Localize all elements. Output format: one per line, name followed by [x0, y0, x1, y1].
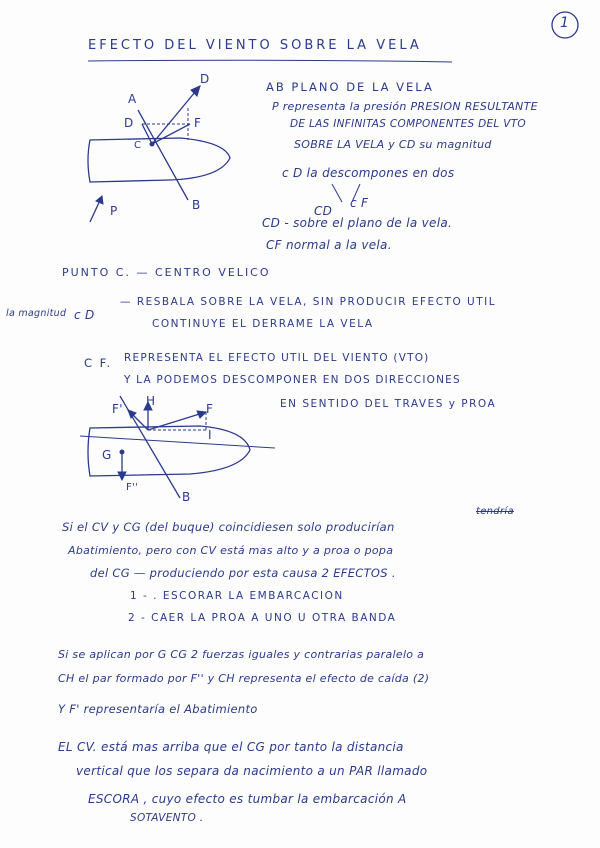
- sail-diagram-1: [60, 70, 260, 230]
- legend-cf-normal: CF normal a la vela.: [266, 238, 392, 252]
- legend-p-3: SOBRE LA VELA y CD su magnitud: [294, 138, 492, 151]
- label-f-2: F: [206, 402, 214, 416]
- label-d-left: D: [124, 116, 134, 130]
- effect-2: 2 - CAER LA PROA A UNO U OTRA BANDA: [128, 612, 397, 624]
- punto-c-line: PUNTO C. — CENTRO VELICO: [62, 266, 271, 279]
- label-i: I: [208, 428, 212, 442]
- label-c: C: [134, 140, 142, 151]
- wind-d-arrow: [152, 86, 200, 144]
- p1-tendria: tendría: [476, 506, 514, 517]
- p1-line-3: del CG — produciendo por esta causa 2 EFECTOS .: [90, 566, 396, 580]
- label-a: A: [128, 92, 137, 106]
- page-number: 1: [560, 15, 570, 31]
- decomp-cd: CD: [314, 204, 333, 218]
- cf-line-2: Y LA PODEMOS DESCOMPONER EN DOS DIRECCIONES: [124, 374, 461, 386]
- cd-note-label: c D: [74, 308, 95, 322]
- hull-shape-2: [88, 426, 250, 476]
- title-underline: [86, 58, 456, 64]
- force-f-arrow: [148, 412, 206, 430]
- label-h: H: [146, 394, 156, 408]
- cd-note-side: la magnitud: [6, 308, 67, 319]
- label-f-prime: F': [112, 402, 123, 416]
- legend-p-2: DE LAS INFINITAS COMPONENTES DEL VTO: [290, 118, 526, 130]
- label-b-2: B: [182, 490, 191, 504]
- p2-line-2: CH el par formado por F'' y CH representa el efecto de caída (2): [58, 672, 430, 685]
- p3-line-3: ESCORA , cuyo efecto es tumbar la embarcación A: [88, 792, 407, 806]
- label-f-second: F'': [126, 482, 139, 493]
- legend-cd-sobre: CD - sobre el plano de la vela.: [262, 216, 453, 230]
- page-title: EFECTO DEL VIENTO SOBRE LA VELA: [88, 38, 422, 53]
- p3-line-1: EL CV. está mas arriba que el CG por tanto la distancia: [58, 740, 404, 754]
- label-d-top: D: [200, 72, 210, 86]
- normal-cf-line: [152, 124, 190, 144]
- label-f: F: [194, 116, 202, 130]
- effect-1: 1 - . ESCORAR LA EMBARCACION: [130, 590, 344, 602]
- p2-line-1: Si se aplican por G CG 2 fuerzas iguales y contrarias paralelo a: [58, 648, 425, 661]
- p3-line-2: vertical que los separa da nacimiento a un PAR llamado: [76, 764, 428, 778]
- cf-line-3: EN SENTIDO DEL TRAVES y PROA: [280, 398, 497, 410]
- cf-label: C F.: [84, 356, 113, 370]
- decomp-cf: c F: [350, 196, 369, 210]
- p1-line-1: Si el CV y CG (del buque) coincidiesen solo producirían: [62, 520, 395, 534]
- p2-line-3: Y F' representaría el Abatimiento: [58, 702, 258, 716]
- label-b: B: [192, 198, 201, 212]
- label-p: P: [110, 204, 118, 218]
- cf-line-1: REPRESENTA EL EFECTO UTIL DEL VIENTO (VTO): [124, 352, 430, 364]
- p1-line-2: Abatimiento, pero con CV está mas alto y a proa o popa: [68, 544, 394, 557]
- label-g: G: [102, 448, 112, 462]
- legend-p-1: P representa la presión PRESION RESULTANTE: [272, 100, 538, 113]
- p3-line-4: SOTAVENTO .: [130, 812, 204, 824]
- hull-shape: [88, 138, 230, 182]
- legend-ab: AB PLANO DE LA VELA: [266, 80, 434, 94]
- cd-note-2: CONTINUYE EL DERRAME LA VELA: [152, 318, 374, 330]
- legend-cd: c D la descompones en dos: [282, 166, 455, 180]
- cd-note-1: — RESBALA SOBRE LA VELA, SIN PRODUCIR EFECTO UTIL: [120, 296, 497, 308]
